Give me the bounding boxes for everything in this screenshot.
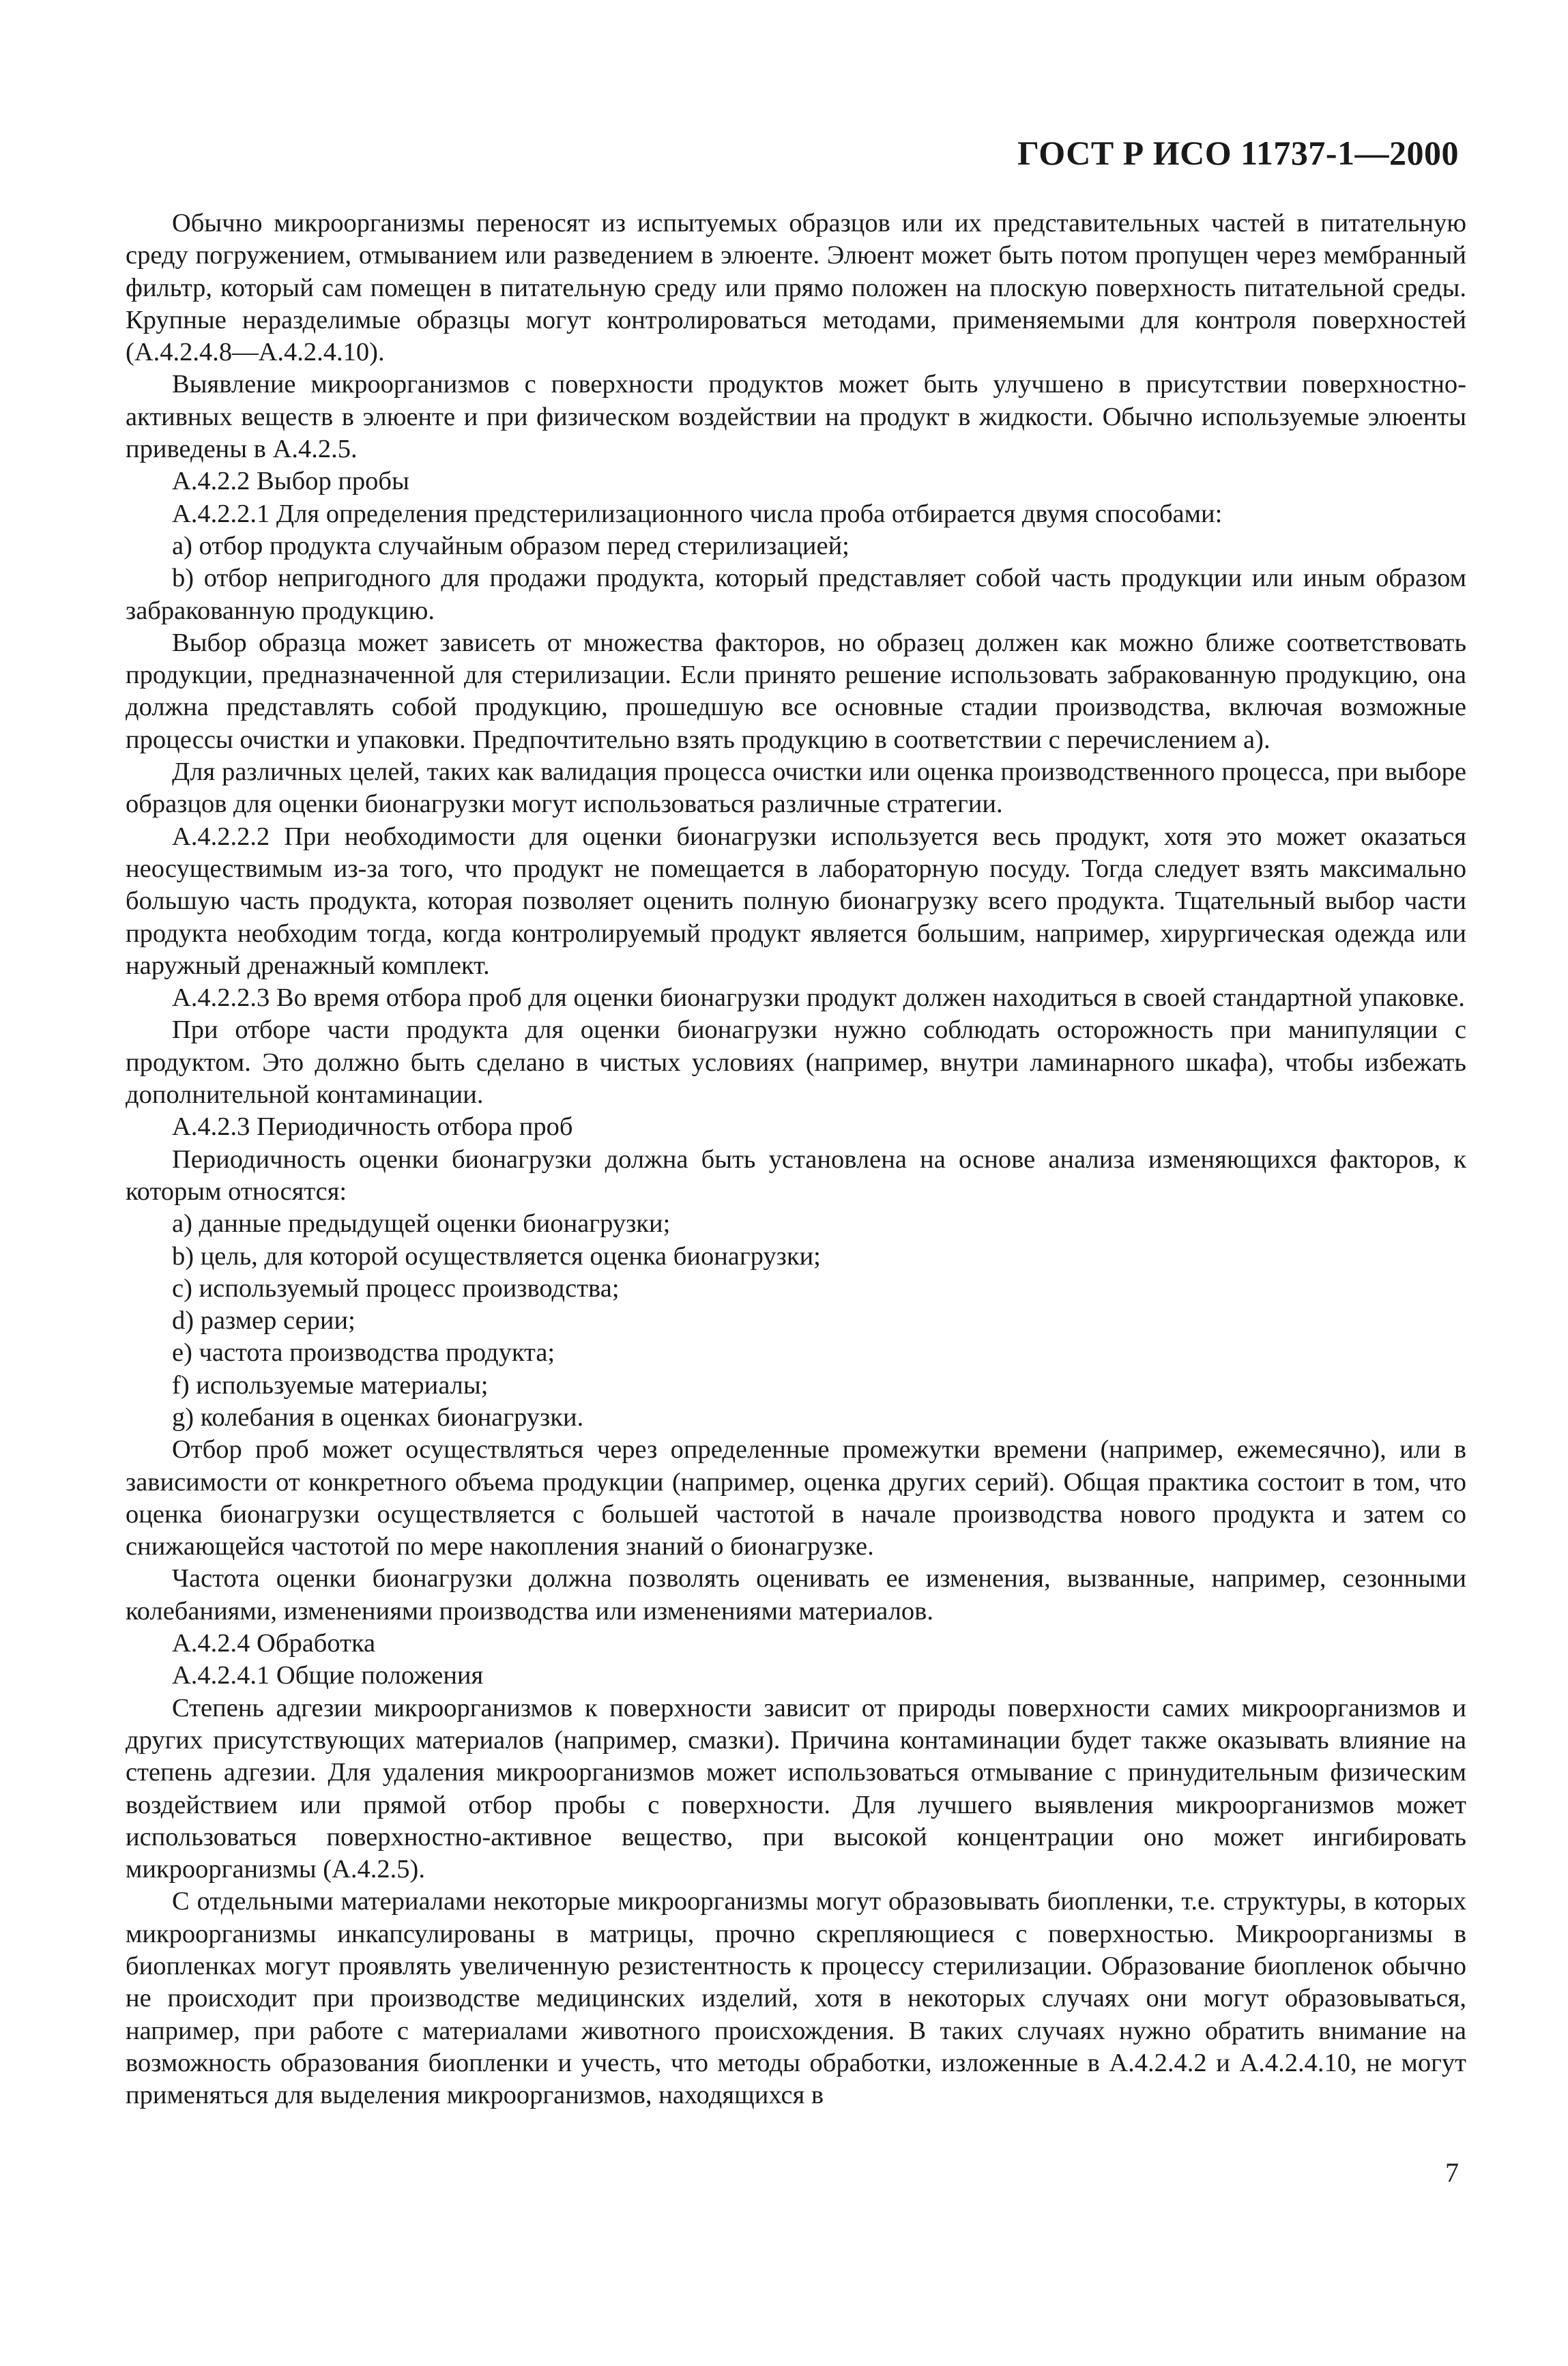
paragraph: Для различных целей, таких как валидация процесса очистки или оценка производственного процесса, при выборе образцов для оценки бионагрузки могут использоваться различные стратегии. [126, 758, 1466, 819]
list-item: а) данные предыдущей оценки бионагрузки; [172, 1209, 671, 1239]
paragraph: А.4.2.2.3 Во время отбора проб для оценки бионагрузки продукт должен находиться в своей стандартной упаковке. [172, 983, 1465, 1013]
list-item: b) цель, для которой осуществляется оценка бионагрузки; [172, 1241, 821, 1271]
paragraph: Степень адгезии микроорганизмов к поверхности зависит от природы поверхности самих микроорганизмов и других присутствующих материалов (например, смазки). Причина контаминации будет также оказывать влияние на степень адгезии. Для удаления микроорганизмов может использоваться отмывание с принудительным физическим воздействием или прямой отбор пробы с поверхности. Для лучшего выявления микроорганизмов может использоваться поверхностно-активное вещество, при высокой концентрации оно может ингибировать микроорганизмы (А.4.2.5). [126, 1693, 1466, 1884]
list-item: f) используемые материалы; [172, 1370, 489, 1400]
list-item: b) отбор непригодного для продажи продукта, который представляет собой часть продукции или иным образом забракованную продукцию. [126, 564, 1466, 625]
paragraph: С отдельными материалами некоторые микроорганизмы могут образовывать биопленки, т.е. структуры, в которых микроорганизмы инкапсулированы в матрицы, прочно скрепляющиеся с поверхностью. Микроорганизмы в биопленках могут проявлять увеличенную резистентность к процессу стерилизации. Образование биопленок обычно не происходит при производстве медицинских изделий, хотя в некоторых случаях они могут образовываться, например, при работе с материалами животного происхождения. В таких случаях нужно обратить внимание на возможность образования биопленки и учесть, что методы обработки, изложенные в А.4.2.4.2 и А.4.2.4.10, не могут применяться для выделения микроорганизмов, находящихся в [126, 1887, 1466, 2110]
list-item: а) отбор продукта случайным образом перед стерилизацией; [172, 531, 850, 560]
body-text [126, 207, 1466, 2112]
paragraph: Периодичность оценки бионагрузки должна быть установлена на основе анализа изменяющихся факторов, к которым относятся: [126, 1144, 1466, 1206]
paragraph: Частота оценки бионагрузки должна позволять оценивать ее изменения, вызванные, например, сезонными колебаниями, изменениями производства или изменениями материалов. [126, 1564, 1466, 1626]
section-heading: А.4.2.3 Периодичность отбора проб [172, 1112, 573, 1142]
list-item: e) частота производства продукта; [172, 1338, 555, 1368]
list-item: d) размер серии; [172, 1306, 355, 1336]
standard-header: ГОСТ Р ИСО 11737-1—2000 [1017, 134, 1459, 172]
paragraph: Выбор образца может зависеть от множества факторов, но образец должен как можно ближе соответствовать продукции, предназначенной для стерилизации. Если принято решение использовать забракованную продукцию, она должна представлять собой продукцию, прошедшую все основные стадии производства, включая возможные процессы очистки и упаковки. Предпочтительно взять продукцию в соответствии с перечислением а). [126, 628, 1466, 754]
paragraph: Отбор проб может осуществляться через определенные промежутки времени (например, ежемесячно), или в зависимости от конкретного объема продукции (например, оценка других серий). Общая практика состоит в том, что оценка бионагрузки осуществляется с большей частотой в начале производства нового продукта и затем со снижающейся частотой по мере накопления знаний о бионагрузке. [126, 1435, 1466, 1561]
section-heading: А.4.2.2 Выбор пробы [172, 467, 409, 496]
list-item: g) колебания в оценках бионагрузки. [172, 1402, 584, 1432]
paragraph: Выявление микроорганизмов с поверхности продуктов может быть улучшено в присутствии поверхностно-активных веществ в элюенте и при физическом воздействии на продукт в жидкости. Обычно используемые элюенты приведены в А.4.2.5. [126, 370, 1466, 464]
section-heading: А.4.2.4 Обработка [172, 1629, 376, 1658]
section-heading: А.4.2.4.1 Общие положения [172, 1661, 484, 1690]
list-item: c) используемый процесс производства; [172, 1273, 620, 1303]
paragraph: А.4.2.2.1 Для определения предстерилизационного числа проба отбирается двумя способами: [172, 499, 1223, 528]
paragraph: Обычно микроорганизмы переносят из испытуемых образцов или их представительных частей в питательную среду погружением, отмыванием или разведением в элюенте. Элюент может быть потом пропущен через мембранный фильтр, который сам помещен в питательную среду или прямо положен на плоскую поверхность питательной среды. Крупные неразделимые образцы могут контролироваться методами, применяемыми для контроля поверхностей (А.4.2.4.8—А.4.2.4.10). [126, 209, 1466, 367]
page-number: 7 [1445, 2157, 1459, 2188]
paragraph: При отборе части продукта для оценки бионагрузки нужно соблюдать осторожность при манипуляции с продуктом. Это должно быть сделано в чистых условиях (например, внутри ламинарного шкафа), чтобы избежать дополнительной контаминации. [126, 1015, 1466, 1110]
paragraph: А.4.2.2.2 При необходимости для оценки бионагрузки используется весь продукт, хотя это может оказаться неосуществимым из-за того, что продукт не помещается в лабораторную посуду. Тогда следует взять максимально большую часть продукта, которая позволяет оценить полную бионагрузку всего продукта. Тщательный выбор части продукта необходим тогда, когда контролируемый продукт является большим, например, хирургическая одежда или наружный дренажный комплект. [126, 822, 1466, 980]
